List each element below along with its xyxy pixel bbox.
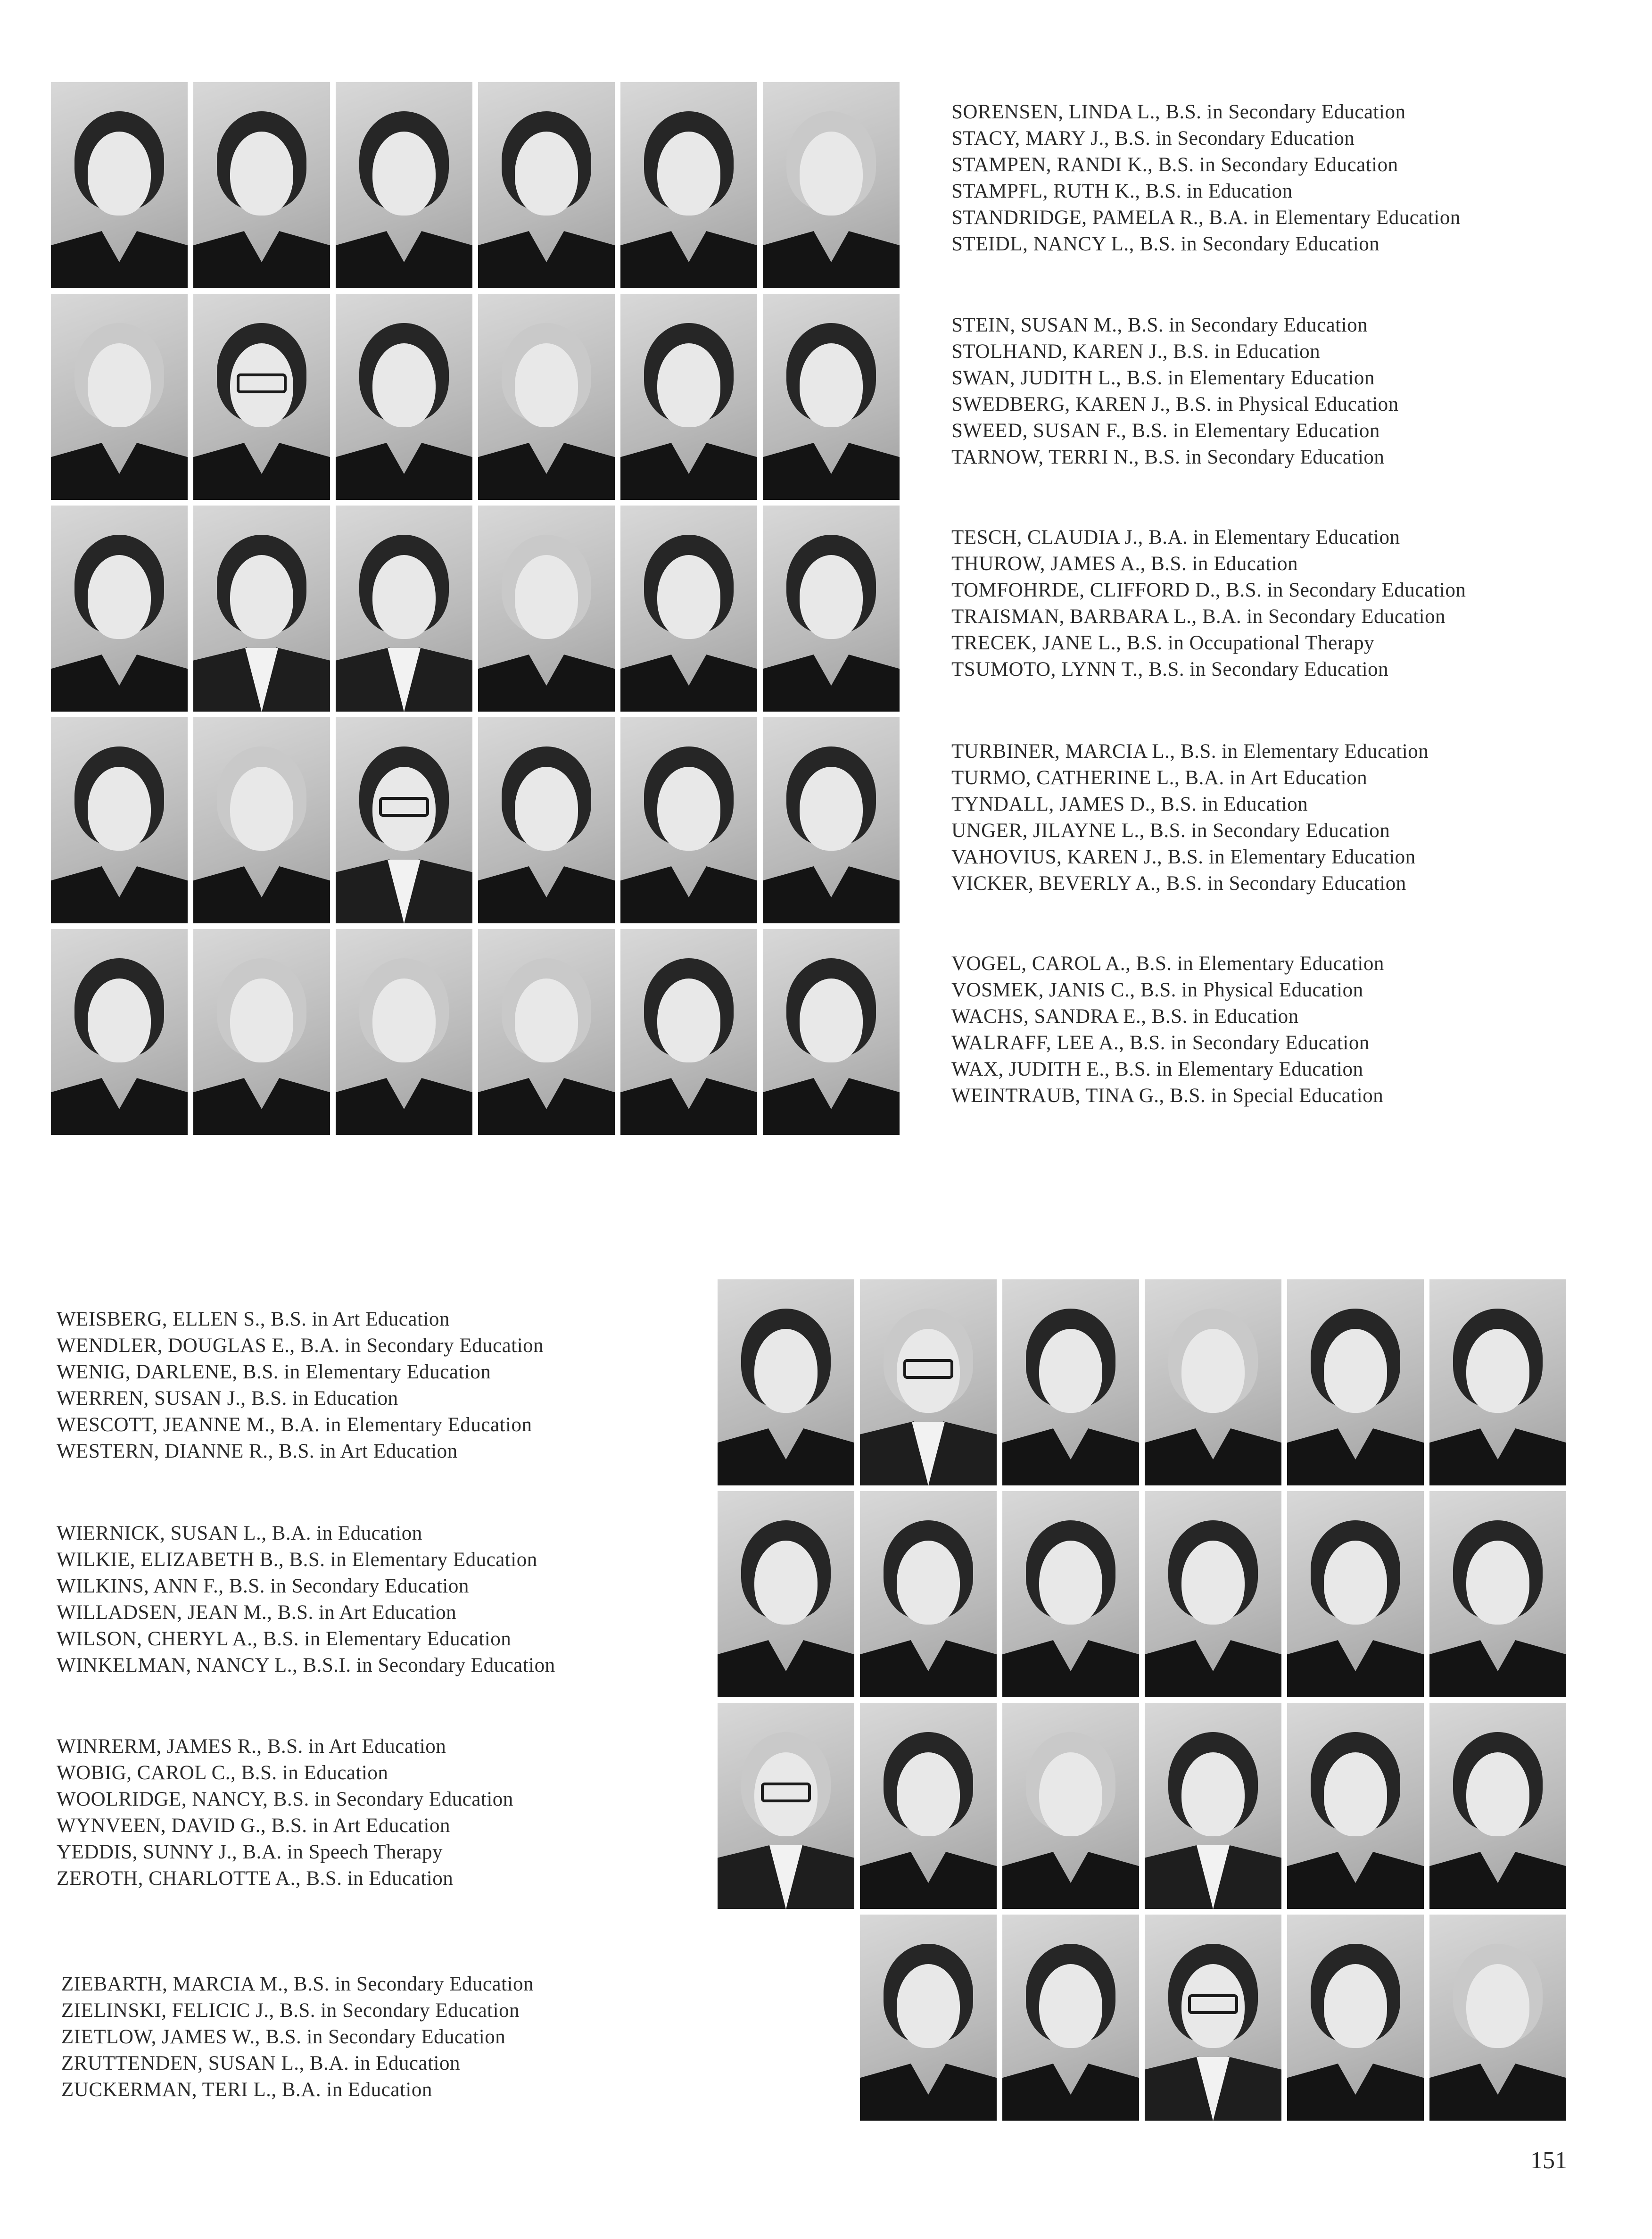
- portrait-photo: [193, 294, 330, 500]
- caption-line: WALRAFF, LEE A., B.S. in Secondary Education: [951, 1032, 1370, 1054]
- caption-line: WOBIG, CAROL C., B.S. in Education: [57, 1762, 388, 1784]
- page-number: 151: [1530, 2147, 1567, 2174]
- caption-line: SWAN, JUDITH L., B.S. in Elementary Education: [951, 367, 1375, 389]
- caption-line: ZRUTTENDEN, SUSAN L., B.A. in Education: [61, 2052, 460, 2074]
- caption-line: STEIDL, NANCY L., B.S. in Secondary Education: [951, 233, 1380, 255]
- portrait-photo: [51, 929, 188, 1135]
- caption-line: WENIG, DARLENE, B.S. in Elementary Education: [57, 1361, 491, 1383]
- portrait-photo: [51, 82, 188, 288]
- caption-line: YEDDIS, SUNNY J., B.A. in Speech Therapy: [57, 1841, 443, 1863]
- caption-line: TOMFOHRDE, CLIFFORD D., B.S. in Secondary Education: [951, 579, 1466, 601]
- portrait-photo: [478, 717, 615, 923]
- portrait-photo: [193, 929, 330, 1135]
- caption-line: WAX, JUDITH E., B.S. in Elementary Education: [951, 1058, 1363, 1080]
- caption-line: WOOLRIDGE, NANCY, B.S. in Secondary Education: [57, 1788, 513, 1810]
- caption-line: TRAISMAN, BARBARA L., B.A. in Secondary Education: [951, 605, 1446, 628]
- portrait-photo: [1002, 1279, 1139, 1485]
- caption-line: STANDRIDGE, PAMELA R., B.A. in Elementary Education: [951, 207, 1461, 229]
- caption-line: ZUCKERMAN, TERI L., B.A. in Education: [61, 2079, 432, 2101]
- caption-line: VOGEL, CAROL A., B.S. in Elementary Education: [951, 953, 1384, 975]
- portrait-photo: [620, 82, 757, 288]
- portrait-photo: [763, 506, 900, 712]
- caption-line: VOSMEK, JANIS C., B.S. in Physical Education: [951, 979, 1363, 1001]
- portrait-grid-top: [51, 82, 900, 1135]
- caption-line: ZIEBARTH, MARCIA M., B.S. in Secondary Education: [61, 1973, 534, 1995]
- portrait-photo: [1429, 1491, 1566, 1697]
- caption-line: WILKINS, ANN F., B.S. in Secondary Education: [57, 1575, 469, 1597]
- caption-line: TESCH, CLAUDIA J., B.A. in Elementary Education: [951, 526, 1400, 548]
- portrait-grid-bottom: [718, 1279, 1566, 2121]
- caption-line: WESTERN, DIANNE R., B.S. in Art Education: [57, 1440, 458, 1462]
- caption-line: TRECEK, JANE L., B.S. in Occupational Therapy: [951, 632, 1375, 654]
- caption-line: SORENSEN, LINDA L., B.S. in Secondary Education: [951, 101, 1406, 123]
- caption-block-bottom-3: [57, 1733, 513, 1892]
- caption-line: WINKELMAN, NANCY L., B.S.I. in Secondary Education: [57, 1654, 555, 1676]
- portrait-photo: [718, 1279, 854, 1485]
- portrait-photo: [763, 82, 900, 288]
- portrait-photo: [51, 506, 188, 712]
- portrait-photo: [620, 506, 757, 712]
- portrait-photo: [336, 82, 472, 288]
- caption-line: STOLHAND, KAREN J., B.S. in Education: [951, 340, 1321, 363]
- portrait-photo: [763, 717, 900, 923]
- caption-block-top-3: [951, 524, 1466, 683]
- portrait-photo: [1429, 1279, 1566, 1485]
- caption-block-bottom-4: [61, 1971, 534, 2103]
- portrait-photo: [1429, 1915, 1566, 2121]
- caption-line: TURBINER, MARCIA L., B.S. in Elementary Education: [951, 740, 1429, 763]
- caption-line: WACHS, SANDRA E., B.S. in Education: [951, 1005, 1299, 1028]
- caption-line: WILSON, CHERYL A., B.S. in Elementary Education: [57, 1628, 512, 1650]
- portrait-photo: [1145, 1491, 1281, 1697]
- caption-line: WESCOTT, JEANNE M., B.A. in Elementary Education: [57, 1414, 532, 1436]
- portrait-photo: [860, 1491, 997, 1697]
- portrait-photo: [478, 506, 615, 712]
- caption-line: ZEROTH, CHARLOTTE A., B.S. in Education: [57, 1867, 454, 1890]
- caption-line: STACY, MARY J., B.S. in Secondary Education: [951, 127, 1355, 149]
- caption-line: TARNOW, TERRI N., B.S. in Secondary Education: [951, 446, 1385, 468]
- portrait-photo: [1287, 1703, 1424, 1909]
- caption-line: STAMPEN, RANDI K., B.S. in Secondary Education: [951, 154, 1398, 176]
- portrait-photo: [1429, 1703, 1566, 1909]
- caption-block-top-5: [951, 951, 1384, 1109]
- caption-line: WIERNICK, SUSAN L., B.A. in Education: [57, 1522, 422, 1544]
- portrait-photo: [336, 506, 472, 712]
- caption-line: WILKIE, ELIZABETH B., B.S. in Elementary Education: [57, 1549, 537, 1571]
- portrait-photo: [478, 294, 615, 500]
- portrait-photo: [860, 1915, 997, 2121]
- caption-line: SWEDBERG, KAREN J., B.S. in Physical Education: [951, 393, 1399, 415]
- portrait-photo: [193, 717, 330, 923]
- portrait-photo: [1287, 1491, 1424, 1697]
- caption-line: STEIN, SUSAN M., B.S. in Secondary Education: [951, 314, 1368, 336]
- caption-block-top-1: [951, 99, 1461, 257]
- caption-line: TYNDALL, JAMES D., B.S. in Education: [951, 793, 1308, 815]
- portrait-photo: [620, 929, 757, 1135]
- caption-line: SWEED, SUSAN F., B.S. in Elementary Education: [951, 420, 1380, 442]
- caption-block-bottom-1: [57, 1306, 544, 1465]
- portrait-photo: [1002, 1703, 1139, 1909]
- caption-block-top-4: [951, 738, 1429, 897]
- caption-line: VICKER, BEVERLY A., B.S. in Secondary Education: [951, 872, 1406, 895]
- portrait-photo: [336, 929, 472, 1135]
- portrait-photo: [1145, 1915, 1281, 2121]
- portrait-photo: [718, 1703, 854, 1909]
- portrait-photo: [193, 506, 330, 712]
- caption-line: WILLADSEN, JEAN M., B.S. in Art Education: [57, 1601, 457, 1624]
- caption-line: THUROW, JAMES A., B.S. in Education: [951, 553, 1298, 575]
- portrait-photo: [718, 1491, 854, 1697]
- portrait-photo: [860, 1703, 997, 1909]
- caption-line: TURMO, CATHERINE L., B.A. in Art Education: [951, 767, 1368, 789]
- portrait-photo: [1287, 1915, 1424, 2121]
- portrait-photo: [193, 82, 330, 288]
- caption-line: WEISBERG, ELLEN S., B.S. in Art Education: [57, 1308, 450, 1330]
- caption-line: WINRERM, JAMES R., B.S. in Art Education: [57, 1735, 446, 1758]
- portrait-photo: [1002, 1491, 1139, 1697]
- portrait-photo: [336, 717, 472, 923]
- portrait-photo: [1287, 1279, 1424, 1485]
- portrait-photo: [478, 929, 615, 1135]
- caption-line: TSUMOTO, LYNN T., B.S. in Secondary Education: [951, 658, 1389, 680]
- portrait-photo: [763, 294, 900, 500]
- caption-line: WEINTRAUB, TINA G., B.S. in Special Education: [951, 1085, 1384, 1107]
- caption-line: VAHOVIUS, KAREN J., B.S. in Elementary Education: [951, 846, 1416, 868]
- caption-line: STAMPFL, RUTH K., B.S. in Education: [951, 180, 1293, 202]
- portrait-photo: [1145, 1703, 1281, 1909]
- portrait-photo: [1145, 1279, 1281, 1485]
- portrait-photo: [860, 1279, 997, 1485]
- caption-line: WENDLER, DOUGLAS E., B.A. in Secondary Education: [57, 1335, 544, 1357]
- caption-block-top-2: [951, 312, 1399, 471]
- portrait-photo: [336, 294, 472, 500]
- portrait-photo: [51, 717, 188, 923]
- portrait-photo: [620, 717, 757, 923]
- caption-line: ZIETLOW, JAMES W., B.S. in Secondary Education: [61, 2026, 506, 2048]
- caption-block-bottom-2: [57, 1520, 555, 1679]
- caption-line: ZIELINSKI, FELICIC J., B.S. in Secondary Education: [61, 1999, 520, 2022]
- caption-line: UNGER, JILAYNE L., B.S. in Secondary Education: [951, 820, 1390, 842]
- portrait-photo: [478, 82, 615, 288]
- portrait-photo: [763, 929, 900, 1135]
- portrait-photo: [620, 294, 757, 500]
- portrait-photo: [1002, 1915, 1139, 2121]
- caption-line: WYNVEEN, DAVID G., B.S. in Art Education: [57, 1815, 450, 1837]
- caption-line: WERREN, SUSAN J., B.S. in Education: [57, 1387, 398, 1410]
- portrait-photo: [51, 294, 188, 500]
